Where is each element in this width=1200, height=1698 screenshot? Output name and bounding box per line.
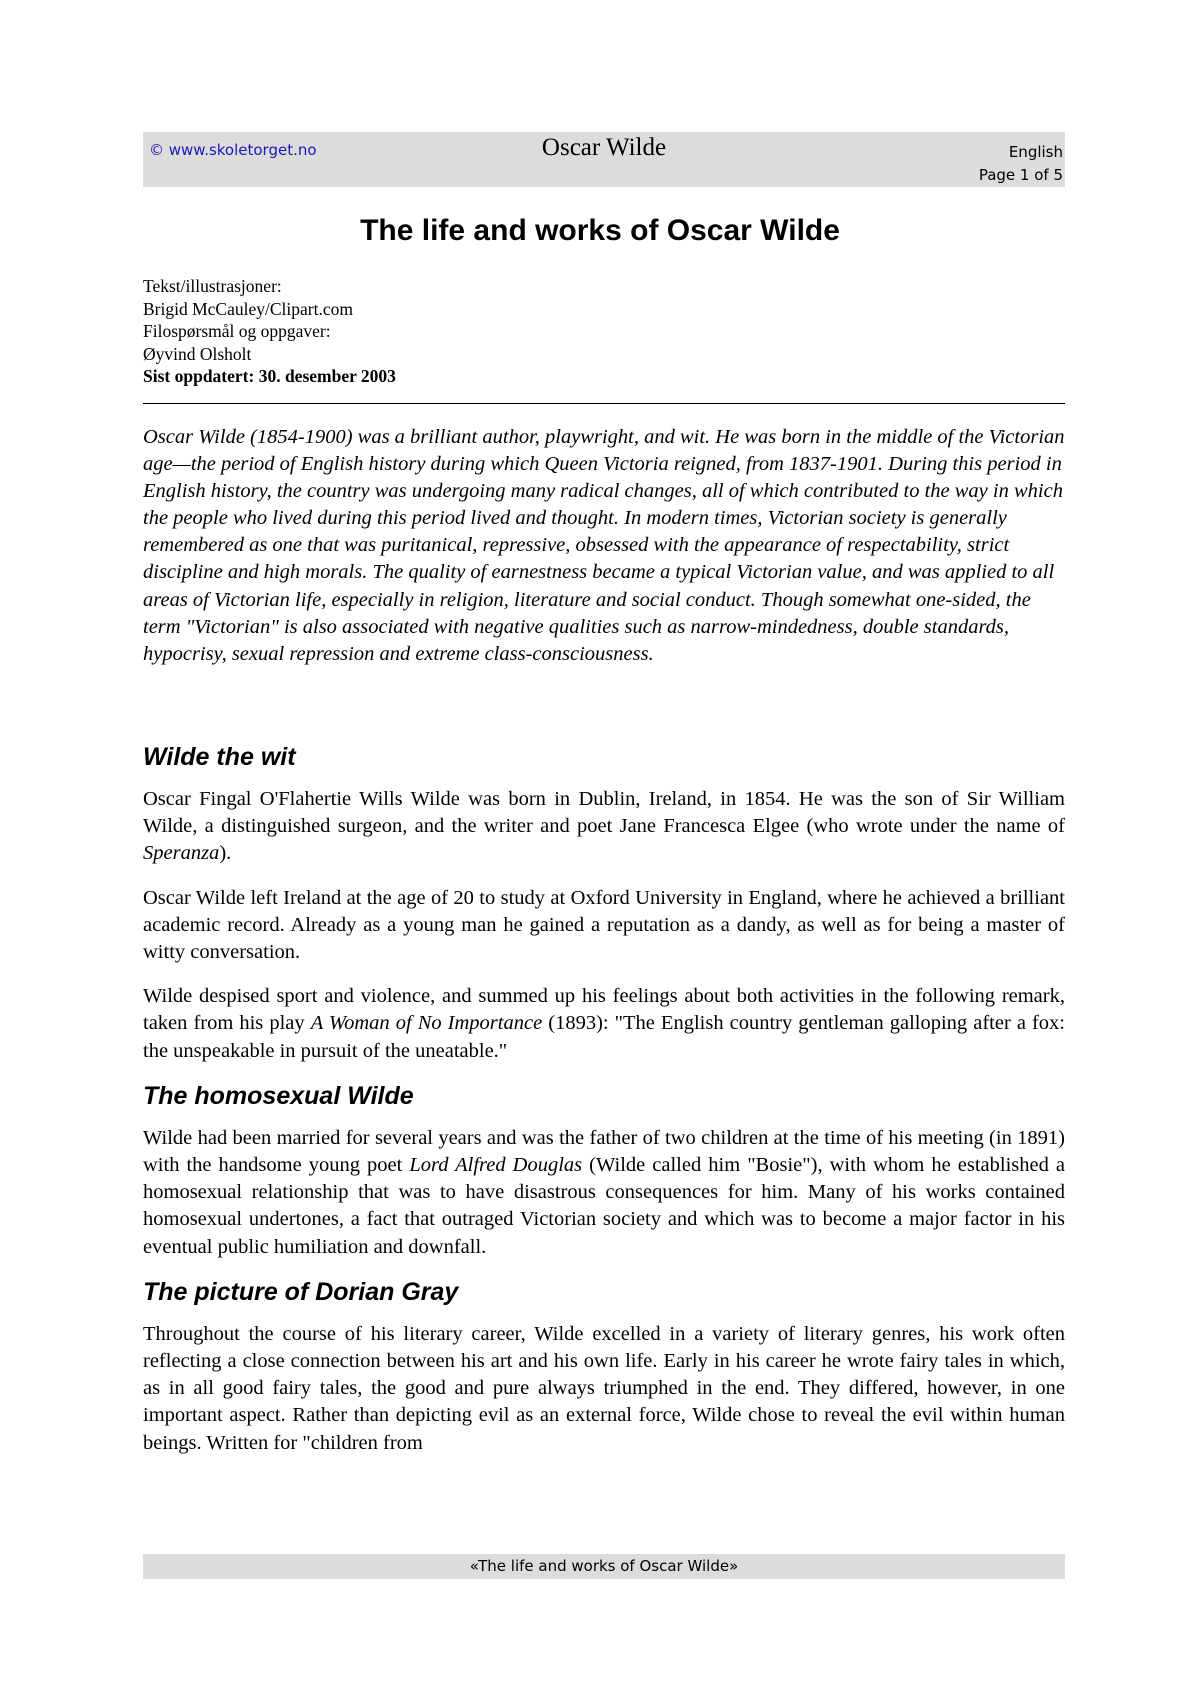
main-content bbox=[143, 740, 1065, 1474]
intro-paragraph: Oscar Wilde (1854-1900) was a brilliant author, playwright, and wit. He was born in the middle of the Victorian age—the period of English history during which Queen Victoria reigned, from 1837-1901. During this period in English history, the country was undergoing many radical changes, all of which contributed to the way in which the people who lived during this period lived and thought. In modern times, Victorian society is generally remembered as one that was puritanical, repressive, obsessed with the appearance of respectability, strict discipline and high morals. The quality of earnestness became a typical Victorian value, and was applied to all areas of Victorian life, especially in religion, literature and social conduct. Though somewhat one-sided, the term "Victorian" is also associated with negative qualities such as narrow-mindedness, double standards, hypocrisy, sexual repression and extreme class-consciousness. bbox=[143, 426, 1065, 665]
divider bbox=[143, 403, 1065, 404]
section-heading-dorian: The picture of Dorian Gray bbox=[143, 1277, 459, 1306]
paragraph: Throughout the course of his literary career, Wilde excelled in a variety of literary genres, his work often reflecting a close connection between his art and his own life. Early in his career he wrote fairy tales in which, as in all good fairy tales, the good and pure always triumphed in the end. They differed, however, in one important aspect. Rather than depicting evil as an external force, Wilde chose to reveal the evil within human beings. Written for "children from bbox=[143, 1322, 1065, 1454]
credits-text-label: Tekst/illustrasjoner: bbox=[143, 276, 282, 296]
section-heading-homosexual: The homosexual Wilde bbox=[143, 1081, 414, 1110]
emphasis: A Woman of No Importance bbox=[310, 1012, 543, 1035]
text-span: Oscar Fingal O'Flahertie Wills Wilde was born in Dublin, Ireland, in 1854. He was the son of Sir William Wilde, a distinguished surgeon, and the writer and poet Jane Francesca Elgee (who wrote under the name of bbox=[143, 788, 1065, 838]
header-meta bbox=[979, 141, 1063, 187]
text-span: Wilde despised sport and violence, and summed up his feelings about both activities in the following remark, taken from his play bbox=[143, 985, 1065, 1035]
page-number: Page 1 of 5 bbox=[978, 166, 1063, 184]
credits-questions-author: Øyvind Olsholt bbox=[143, 343, 252, 364]
credits-text-author: Brigid McCauley/Clipart.com bbox=[143, 298, 353, 319]
section-heading-wit: Wilde the wit bbox=[143, 743, 296, 771]
credits bbox=[143, 275, 396, 388]
paragraph bbox=[143, 786, 1065, 868]
page-header bbox=[143, 132, 1065, 187]
paragraph bbox=[143, 983, 1065, 1065]
paragraph bbox=[143, 1125, 1065, 1261]
document-title: The life and works of Oscar Wilde bbox=[360, 214, 840, 247]
subject-label: English bbox=[1008, 143, 1063, 161]
emphasis: Lord Alfred Douglas bbox=[409, 1154, 583, 1177]
emphasis: Speranza bbox=[143, 842, 220, 865]
text-span: ). bbox=[219, 842, 232, 865]
paragraph: Oscar Wilde left Ireland at the age of 20 to study at Oxford University in England, where he achieved a brilliant academic record. Already as a young man he gained a reputation as a dandy, as well as for being a master of witty conversation. bbox=[143, 886, 1065, 964]
page-footer: «The life and works of Oscar Wilde» bbox=[143, 1554, 1065, 1579]
last-updated: Sist oppdatert: 30. desember 2003 bbox=[143, 366, 396, 386]
text-span: (Wilde called him "Bosie"), with whom he established a homosexual relationship that was to have disastrous consequences for him. Many of his works contained homosexual undertones, a fact that outraged Victorian society and which was to become a major factor in his eventual public humiliation and downfall. bbox=[143, 1154, 1065, 1258]
text-span: (1893): "The English country gentleman galloping after a fox: the unspeakable in pursuit of the uneatable." bbox=[143, 1012, 1066, 1062]
text-span: Wilde had been married for several years and was the father of two children at the time of his meeting (in 1891) with the handsome young poet bbox=[143, 1126, 1065, 1177]
site-link[interactable]: © www.skoletorget.no bbox=[149, 141, 317, 159]
credits-questions-label: Filospørsmål og oppgaver: bbox=[143, 321, 331, 341]
header-title: Oscar Wilde bbox=[541, 134, 667, 161]
